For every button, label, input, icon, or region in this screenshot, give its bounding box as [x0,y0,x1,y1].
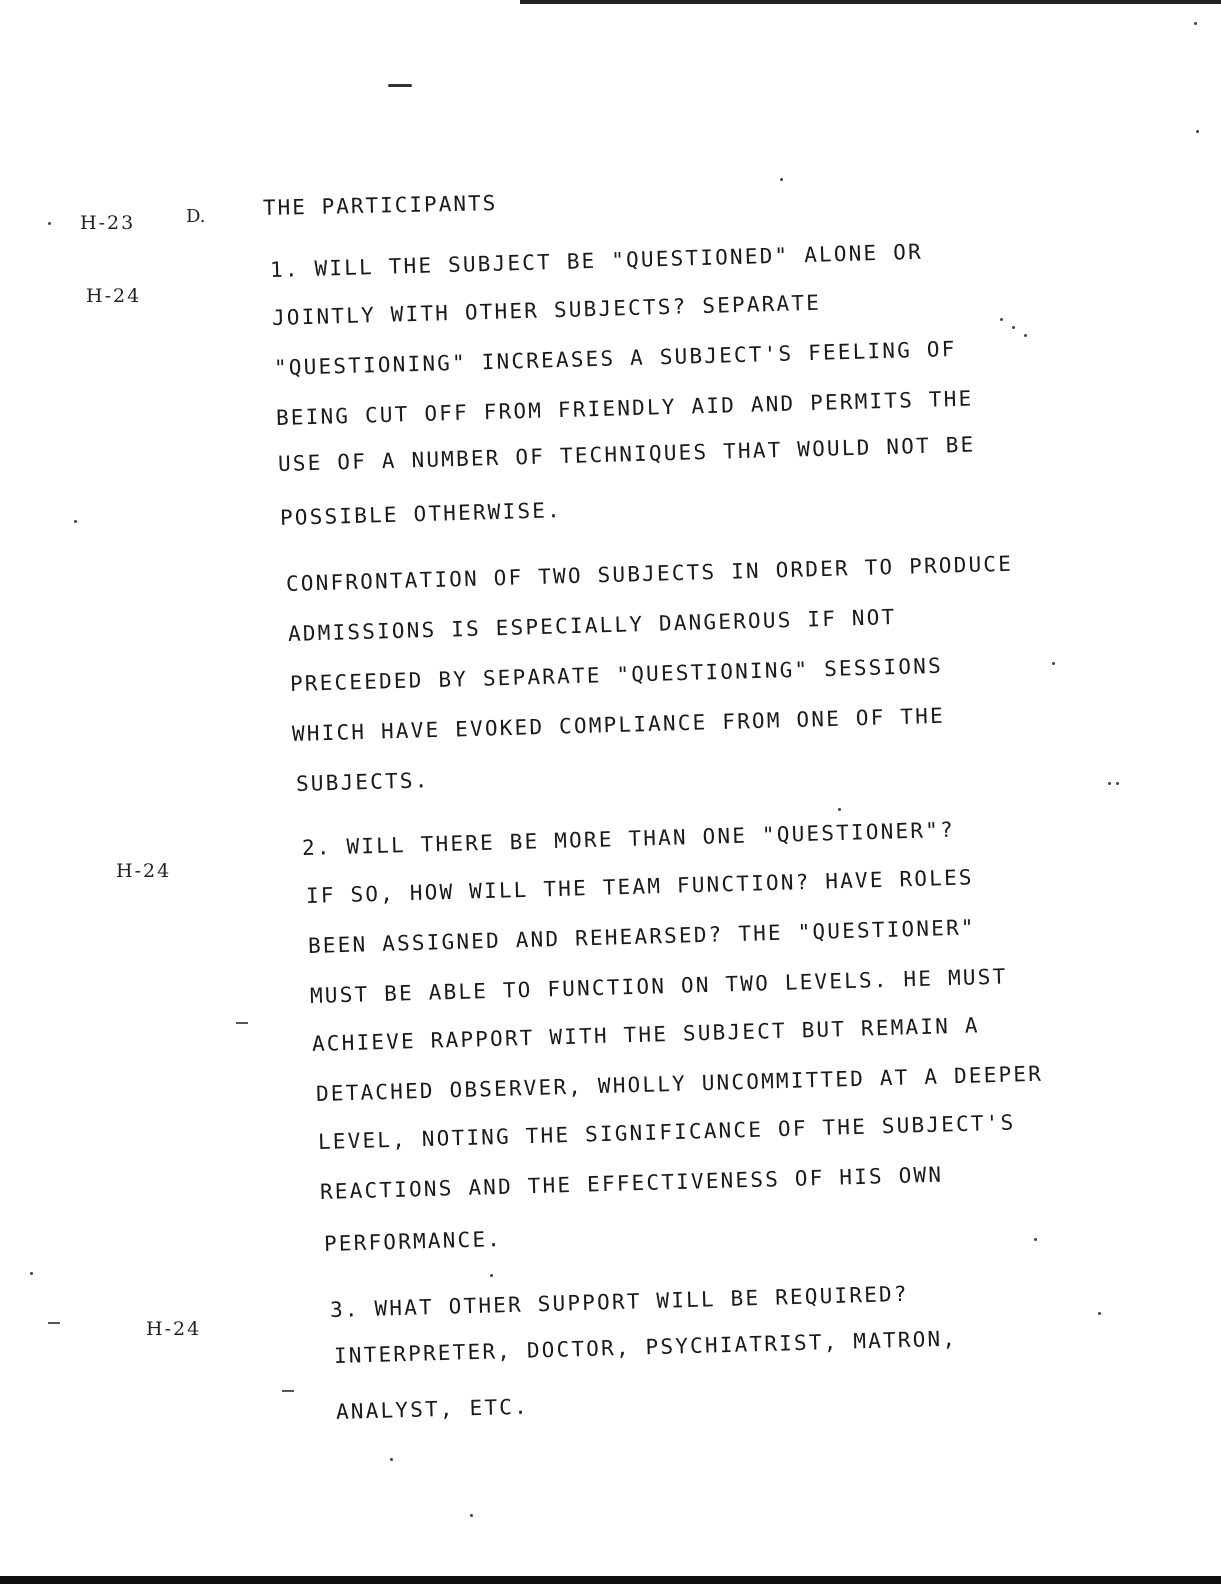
scan-mark [236,1022,248,1024]
scan-mark [48,1322,60,1324]
scan-edge-top [520,0,1221,4]
scan-edge-bottom [0,1576,1221,1584]
scan-mark [282,1390,294,1392]
scan-speck [470,1514,473,1517]
item-1-line-4: BEING CUT OFF FROM FRIENDLY AID AND PERMITS THE [275,386,974,430]
scan-speck [30,1272,33,1275]
scan-speck [1024,334,1027,337]
item-1-line-3: "QUESTIONING" INCREASES A SUBJECT'S FEELING OF [273,336,957,380]
item-1-line-1: 1. WILL THE SUBJECT BE "QUESTIONED" ALONE OR [269,239,924,282]
scan-speck [1194,22,1197,25]
scan-speck [390,1458,393,1461]
margin-code-h23: H-23 [80,212,136,234]
item-3-line-3: ANALYST, ETC. [335,1394,530,1424]
section-letter: D. [186,206,206,227]
scan-speck [48,222,51,225]
item-1-line-5: USE OF A NUMBER OF TECHNIQUES THAT WOULD NOT BE [277,432,976,476]
item-1-para2-line-2: ADMISSIONS IS ESPECIALLY DANGEROUS IF NOT [287,605,897,646]
item-1-para2-line-3: PRECEEDED BY SEPARATE "QUESTIONING" SESSIONS [289,653,944,696]
item-2-line-3: BEEN ASSIGNED AND REHEARSED? THE "QUESTIONER" [307,915,977,958]
item-2-line-9: PERFORMANCE. [323,1227,503,1256]
scan-speck [838,808,841,811]
scan-mark [388,84,412,87]
item-1-para2-line-4: WHICH HAVE EVOKED COMPLIANCE FROM ONE OF THE [291,703,946,746]
margin-code-item-3: H-24 [146,1318,202,1340]
margin-code-item-2: H-24 [116,860,172,882]
scan-speck [1196,130,1199,133]
scan-speck [1034,1238,1037,1241]
item-2-line-5: ACHIEVE RAPPORT WITH THE SUBJECT BUT REMAIN A [311,1013,981,1056]
item-2-line-7: LEVEL, NOTING THE SIGNIFICANCE OF THE SUBJECT'S [317,1110,1016,1154]
item-1-para2-line-5: SUBJECTS. [295,768,430,796]
scan-speck [1116,782,1119,785]
item-2-line-6: DETACHED OBSERVER, WHOLLY UNCOMMITTED AT A DEEPER [315,1061,1044,1106]
scan-speck [490,1274,493,1277]
scan-speck [1012,326,1015,329]
item-2-line-4: MUST BE ABLE TO FUNCTION ON TWO LEVELS. HE MUST [309,964,1008,1008]
scan-speck [1098,1312,1101,1315]
scan-speck [74,520,77,523]
item-1-line-6: POSSIBLE OTHERWISE. [279,498,563,530]
section-title: THE PARTICIPANTS [262,191,498,220]
item-2-line-1: 2. WILL THERE BE MORE THAN ONE "QUESTIONER"? [301,817,956,860]
item-1-line-2: JOINTLY WITH OTHER SUBJECTS? SEPARATE [271,290,822,330]
scan-speck [1108,782,1111,785]
item-3-line-1: 3. WHAT OTHER SUPPORT WILL BE REQUIRED? [329,1281,910,1322]
margin-code-item-1: H-24 [86,285,142,307]
item-3-line-2: INTERPRETER, DOCTOR, PSYCHIATRIST, MATRON, [333,1326,958,1368]
item-1-para2-line-1: CONFRONTATION OF TWO SUBJECTS IN ORDER TO PRODUCE [285,551,1014,596]
item-2-line-8: REACTIONS AND THE EFFECTIVENESS OF HIS OWN [319,1162,944,1204]
item-2-line-2: IF SO, HOW WILL THE TEAM FUNCTION? HAVE ROLES [305,865,975,908]
scan-speck [780,178,783,181]
scan-speck [1000,318,1003,321]
scan-speck [1052,662,1055,665]
